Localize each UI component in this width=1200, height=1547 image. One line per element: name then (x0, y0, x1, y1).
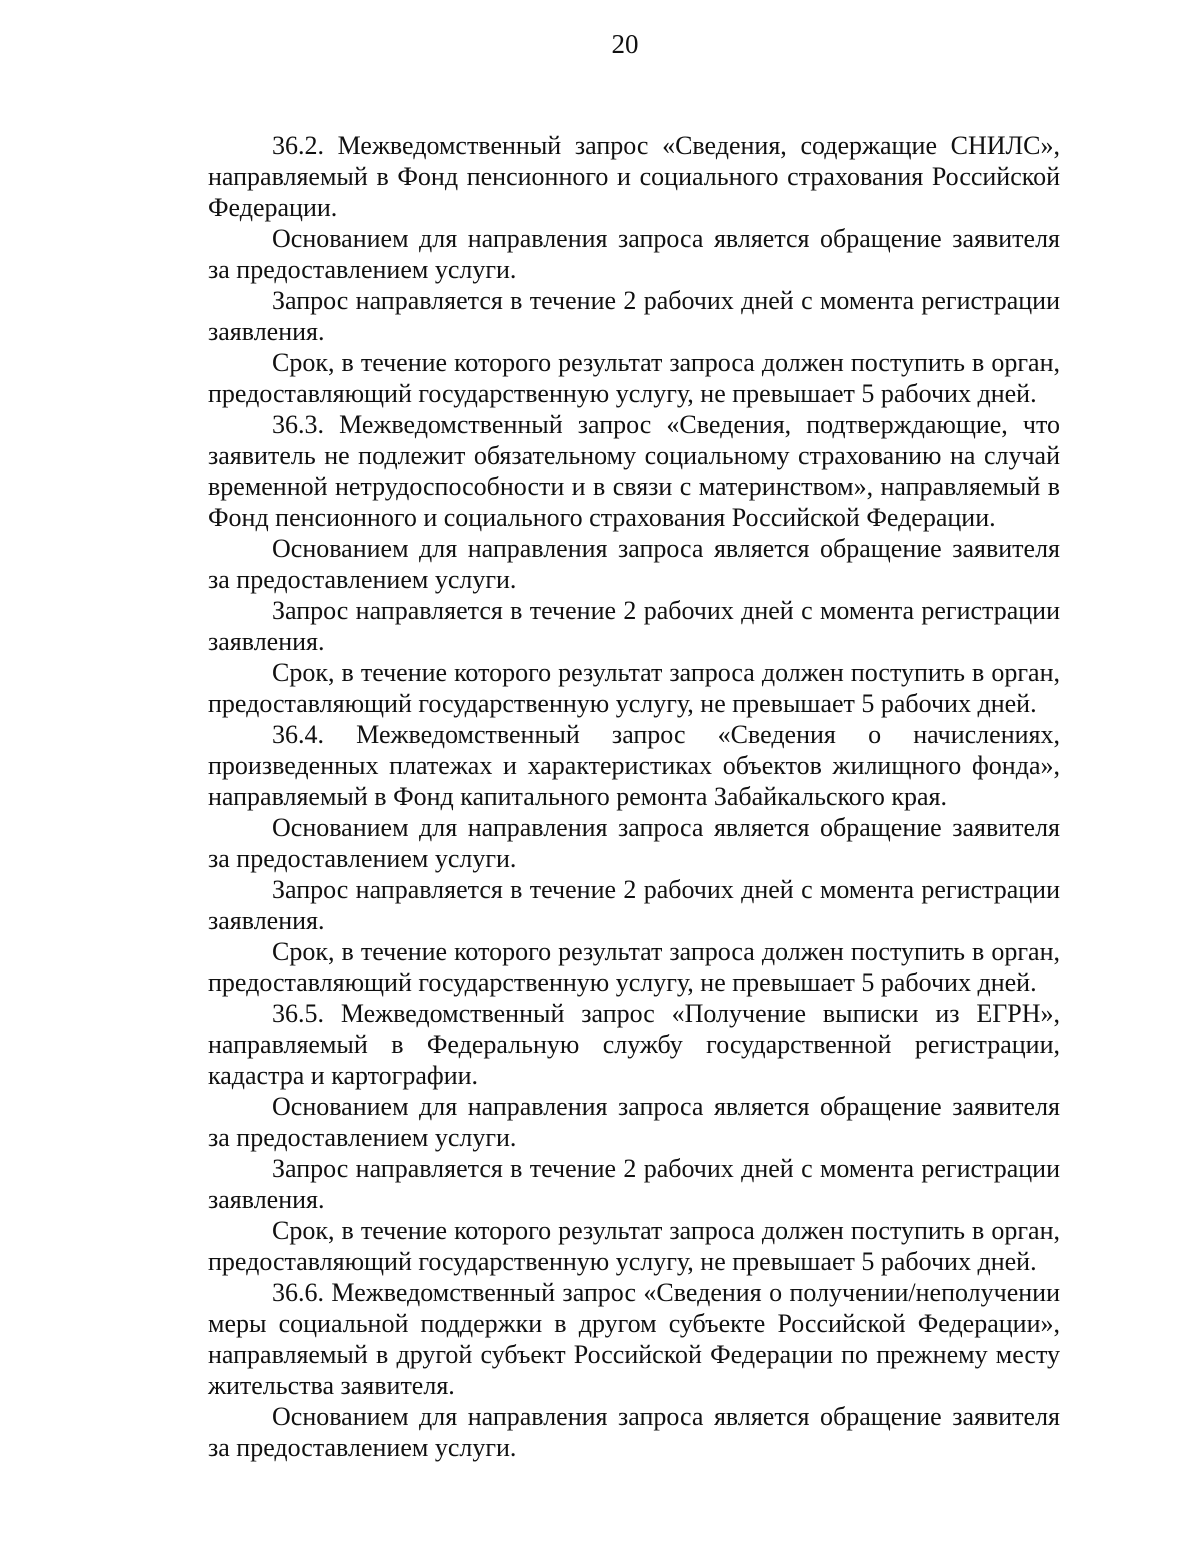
page-number: 20 (611, 29, 639, 59)
paragraph-response-deadline: Срок, в течение которого результат запроса должен поступить в орган, предоставляющий государственную услугу, не превышает 5 рабочих дней. (208, 658, 1060, 718)
paragraph-response-deadline: Срок, в течение которого результат запроса должен поступить в орган, предоставляющий государственную услугу, не превышает 5 рабочих дней. (208, 348, 1060, 408)
paragraph-basis: Основанием для направления запроса является обращение заявителя за предоставлением услуги. (208, 534, 1060, 594)
paragraph-response-deadline: Срок, в течение которого результат запроса должен поступить в орган, предоставляющий государственную услугу, не превышает 5 рабочих дней. (208, 937, 1060, 997)
paragraph-request-timing: Запрос направляется в течение 2 рабочих дней с момента регистрации заявления. (208, 286, 1060, 346)
paragraph-36-3: 36.3. Межведомственный запрос «Сведения, подтверждающие, что заявитель не подлежит обязательному социальному страхованию на случай временной нетрудоспособности и в связи с материнством», направляемый в Фонд пенсионного и социального страхования Российской Федерации. (208, 410, 1060, 532)
paragraph-36-4: 36.4. Межведомственный запрос «Сведения о начислениях, произведенных платежах и характеристиках объектов жилищного фонда», направляемый в Фонд капитального ремонта Забайкальского края. (208, 720, 1060, 811)
document-body (208, 130, 1060, 1463)
paragraph-basis: Основанием для направления запроса является обращение заявителя за предоставлением услуги. (208, 1402, 1060, 1462)
paragraph-request-timing: Запрос направляется в течение 2 рабочих дней с момента регистрации заявления. (208, 875, 1060, 935)
paragraph-basis: Основанием для направления запроса является обращение заявителя за предоставлением услуги. (208, 224, 1060, 284)
paragraph-response-deadline: Срок, в течение которого результат запроса должен поступить в орган, предоставляющий государственную услугу, не превышает 5 рабочих дней. (208, 1216, 1060, 1276)
paragraph-request-timing: Запрос направляется в течение 2 рабочих дней с момента регистрации заявления. (208, 596, 1060, 656)
paragraph-basis: Основанием для направления запроса является обращение заявителя за предоставлением услуги. (208, 813, 1060, 873)
paragraph-36-5: 36.5. Межведомственный запрос «Получение выписки из ЕГРН», направляемый в Федеральную службу государственной регистрации, кадастра и картографии. (208, 999, 1060, 1090)
paragraph-36-2: 36.2. Межведомственный запрос «Сведения, содержащие СНИЛС», направляемый в Фонд пенсионного и социального страхования Российской Федерации. (208, 131, 1060, 222)
paragraph-36-6: 36.6. Межведомственный запрос «Сведения о получении/неполучении меры социальной поддержки в другом субъекте Российской Федерации», направляемый в другой субъект Российской Федерации по прежнему месту жительства заявителя. (208, 1278, 1060, 1400)
paragraph-request-timing: Запрос направляется в течение 2 рабочих дней с момента регистрации заявления. (208, 1154, 1060, 1214)
paragraph-basis: Основанием для направления запроса является обращение заявителя за предоставлением услуги. (208, 1092, 1060, 1152)
